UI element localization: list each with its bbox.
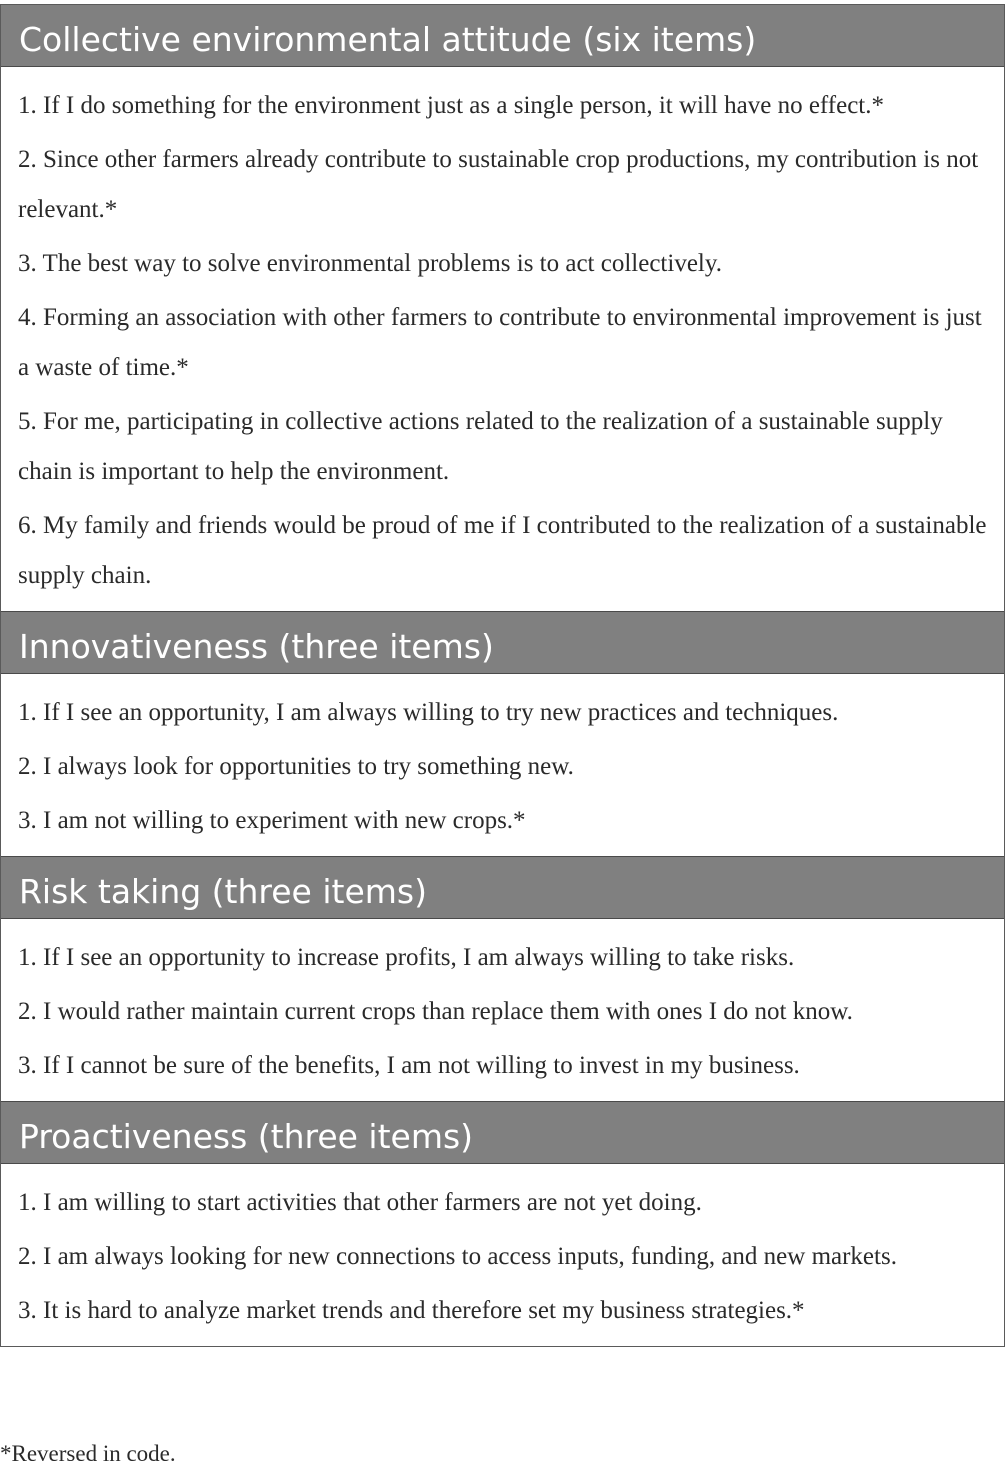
list-item: 3. The best way to solve environmental problems is to act collectively. xyxy=(18,250,722,277)
section-header-proactiveness: Proactiveness (three items) xyxy=(1,1101,1004,1164)
list-item: 2. Since other farmers already contribute to sustainable crop productions, my contribution is not relevant.* xyxy=(18,146,979,223)
list-item: 2. I would rather maintain current crops than replace them with ones I do not know. xyxy=(18,998,853,1025)
list-item: 2. I am always looking for new connections to access inputs, funding, and new markets. xyxy=(18,1243,897,1270)
list-item: 6. My family and friends would be proud of me if I contributed to the realization of a sustainable supply chain. xyxy=(18,512,987,589)
list-item: 1. If I see an opportunity to increase profits, I am always willing to take risks. xyxy=(18,944,795,971)
list-item: 3. If I cannot be sure of the benefits, I am not willing to invest in my business. xyxy=(18,1052,800,1079)
list-item: 1. I am willing to start activities that other farmers are not yet doing. xyxy=(18,1189,702,1216)
items-table xyxy=(0,4,1005,1347)
section-header-innovativeness: Innovativeness (three items) xyxy=(1,611,1004,674)
table-footnote: *Reversed in code. xyxy=(0,1441,176,1466)
section-header-risk-taking: Risk taking (three items) xyxy=(1,856,1004,919)
section-body-innovativeness xyxy=(1,674,1004,856)
section-body-collective-environmental-attitude xyxy=(1,67,1004,611)
list-item: 3. It is hard to analyze market trends and therefore set my business strategies.* xyxy=(18,1297,805,1324)
list-item: 3. I am not willing to experiment with new crops.* xyxy=(18,807,526,834)
section-header-collective-environmental-attitude: Collective environmental attitude (six items) xyxy=(1,5,1004,67)
list-item: 5. For me, participating in collective actions related to the realization of a sustainable supply chain is important to help the environment. xyxy=(18,408,943,485)
section-body-proactiveness xyxy=(1,1164,1004,1346)
list-item: 1. If I see an opportunity, I am always willing to try new practices and techniques. xyxy=(18,699,839,726)
list-item: 1. If I do something for the environment just as a single person, it will have no effect.* xyxy=(18,92,885,119)
list-item: 2. I always look for opportunities to try something new. xyxy=(18,753,574,780)
section-body-risk-taking xyxy=(1,919,1004,1101)
list-item: 4. Forming an association with other farmers to contribute to environmental improvement is just a waste of time.* xyxy=(18,304,982,381)
